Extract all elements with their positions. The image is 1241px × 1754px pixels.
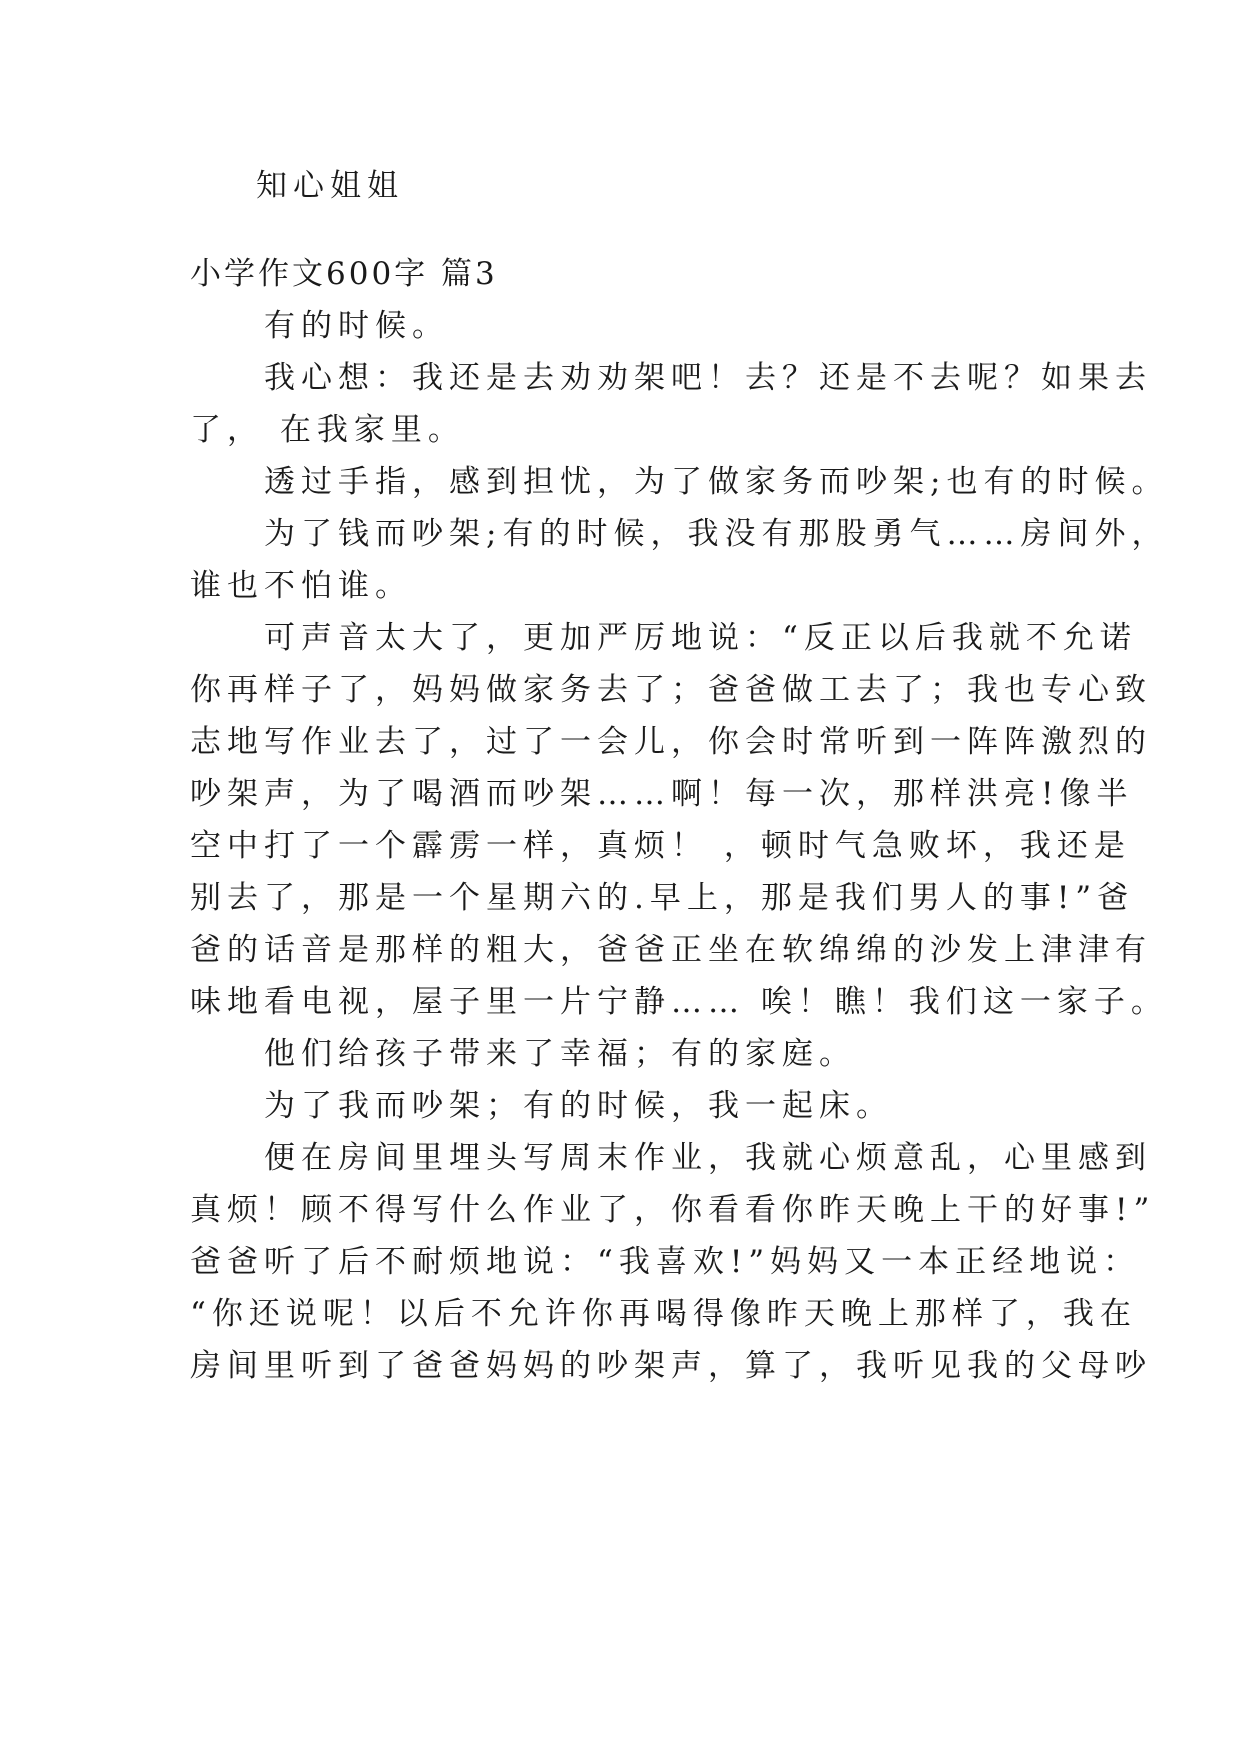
body-line: 别去了，那是一个星期六的.早上，那是我们男人的事!”爸: [190, 880, 1135, 916]
body-line: 便在房间里埋头写周末作业，我就心烦意乱，心里感到: [190, 1140, 1152, 1176]
body-line: 味地看电视，屋子里一片宁静…… 唉！瞧！我们这一家子。: [190, 984, 1168, 1020]
signature: 知心姐姐: [256, 168, 404, 204]
body-line: 可声音太大了，更加严厉地说：“反正以后我就不允诺: [190, 620, 1137, 656]
body-line: 他们给孩子带来了幸福；有的家庭。: [190, 1036, 856, 1072]
body-line: 谁也不怕谁。: [190, 568, 412, 604]
body-line: 为了钱而吵架;有的时候，我没有那股勇气……房间外，: [190, 516, 1169, 552]
body-line: 爸爸听了后不耐烦地说：“我喜欢!”妈妈又一本正经地说：: [190, 1244, 1141, 1280]
body-line: 真烦！顾不得写什么作业了，你看看你昨天晚上干的好事!”: [190, 1192, 1156, 1228]
body-line: 有的时候。: [190, 308, 449, 344]
body-line: 志地写作业去了，过了一会儿，你会时常听到一阵阵激烈的: [190, 724, 1152, 760]
body-line: “你还说呢！以后不允许你再喝得像昨天晚上那样了，我在: [190, 1296, 1137, 1332]
body-line: 你再样子了，妈妈做家务去了；爸爸做工去了；我也专心致: [190, 672, 1152, 708]
body-line: 了， 在我家里。: [190, 412, 465, 448]
body-line: 空中打了一个霹雳一样，真烦！ ，顿时气急败坏，我还是: [190, 828, 1131, 864]
body-line: 爸的话音是那样的粗大，爸爸正坐在软绵绵的沙发上津津有: [190, 932, 1152, 968]
body-line: 吵架声，为了喝酒而吵架……啊！每一次，那样洪亮!像半: [190, 776, 1134, 812]
body-line: 房间里听到了爸爸妈妈的吵架声，算了，我听见我的父母吵: [190, 1348, 1152, 1384]
body-line: 为了我而吵架；有的时候，我一起床。: [190, 1088, 893, 1124]
body-line: 我心想：我还是去劝劝架吧！去？还是不去呢？如果去: [190, 360, 1152, 396]
body-line: 透过手指，感到担忧，为了做家务而吵架;也有的时候。: [190, 464, 1169, 500]
section-title: 小学作文600字 篇3: [190, 256, 498, 292]
